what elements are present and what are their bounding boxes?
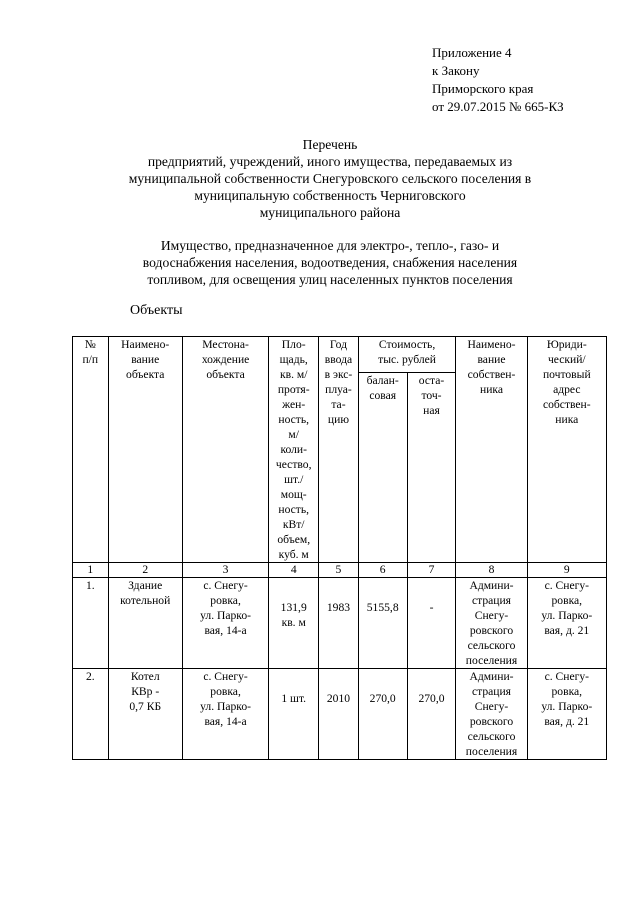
header-year (319, 337, 359, 563)
header-owner-name (456, 337, 527, 563)
row-owner-name (456, 578, 527, 669)
text-line: с. Снегу- (544, 670, 590, 683)
text-line: собствен- (542, 398, 591, 411)
text-line: вая, 14-а (204, 715, 247, 728)
text-line: ность, (278, 503, 310, 516)
text-line: ровка, (210, 685, 241, 698)
text-line: Снегу- (474, 700, 509, 713)
column-number: 3 (182, 563, 268, 578)
header-cost (358, 337, 456, 373)
text-line: оста- (418, 374, 445, 387)
text-line: плуа- (325, 383, 352, 396)
text-line: точ- (421, 389, 442, 402)
title-line: муниципальную собственность Черниговского (194, 188, 466, 203)
text-line: Стоимость, (378, 338, 436, 351)
text-line: совая (369, 389, 397, 402)
text-line: Админи- (469, 579, 514, 592)
purpose-line: Имущество, предназначенное для электро-, тепло-, газо- и (160, 238, 500, 253)
text-line: страция (471, 685, 512, 698)
annex-line: Приложение 4 (432, 45, 512, 60)
text-line: с. Снегу- (203, 670, 248, 683)
text-line: 1 шт. (281, 692, 307, 705)
text-line: ника (555, 413, 579, 426)
row-residual: - (407, 578, 456, 669)
text-line: Местона- (202, 338, 249, 351)
text-line: кв. м (281, 616, 306, 629)
text-line: Снегу- (474, 609, 509, 622)
column-number: 4 (269, 563, 319, 578)
header-location (182, 337, 268, 563)
text-line: цию (327, 413, 349, 426)
text-line: Наимено- (121, 338, 170, 351)
row-year: 2010 (319, 669, 359, 760)
text-line: куб. м (278, 548, 309, 561)
text-line: коли- (280, 443, 307, 456)
text-line: Год (329, 338, 347, 351)
text-line: объем, (277, 533, 311, 546)
text-line: шт./ (284, 473, 304, 486)
row-balance: 5155,8 (358, 578, 407, 669)
purpose-heading (70, 237, 590, 288)
text-line: вая, д. 21 (544, 715, 590, 728)
title-line: Перечень (302, 137, 358, 152)
text-line: ная (423, 404, 440, 417)
title-line: муниципальной собственности Снегуровского сельского поселения в (128, 171, 532, 186)
text-line: чество, (275, 458, 312, 471)
text-line: ввода (324, 353, 353, 366)
text-line: Наимено- (467, 338, 516, 351)
text-line: п/п (82, 353, 99, 366)
document-title (70, 136, 590, 221)
column-number: 1 (73, 563, 109, 578)
text-line: поселения (465, 654, 518, 667)
purpose-line: водоснабжения населения, водоотведения, снабжения населения (142, 255, 518, 270)
text-line: ровка, (551, 594, 583, 607)
purpose-line: топливом, для освещения улиц населенных пунктов поселения (147, 272, 513, 287)
text-line: ровка, (210, 594, 241, 607)
text-line: почтовый (542, 368, 591, 381)
title-line: предприятий, учреждений, иного имущества, передаваемых из (147, 154, 513, 169)
text-line: ул. Парко- (200, 700, 252, 713)
text-line: страция (471, 594, 512, 607)
text-line: Здание (128, 579, 163, 592)
header-area (269, 337, 319, 563)
text-line: вание (477, 353, 506, 366)
row-year: 1983 (319, 578, 359, 669)
text-line: вая, д. 21 (544, 624, 590, 637)
text-line: мощ- (280, 488, 307, 501)
column-number: 9 (527, 563, 606, 578)
row-num: 1. (73, 578, 109, 669)
text-line: кВт/ (282, 518, 305, 531)
text-line: 0,7 КБ (129, 700, 162, 713)
row-location (182, 578, 268, 669)
text-line: ул. Парко- (541, 609, 593, 622)
text-line: котельной (120, 594, 171, 607)
row-owner-address (527, 669, 606, 760)
text-line: ровка, (551, 685, 583, 698)
annex-line: Приморского края (432, 81, 534, 96)
text-line: поселения (465, 745, 518, 758)
text-line: объекта (126, 368, 165, 381)
table-header-row (73, 337, 607, 373)
column-number: 5 (319, 563, 359, 578)
annex-header (432, 44, 564, 116)
column-number: 8 (456, 563, 527, 578)
header-balance (358, 373, 407, 563)
table-row (73, 669, 607, 760)
text-line: ника (479, 383, 503, 396)
row-num: 2. (73, 669, 109, 760)
text-line: собствен- (467, 368, 516, 381)
text-line: ровского (469, 624, 514, 637)
title-line: муниципального района (259, 205, 401, 220)
text-line: вая, 14-а (204, 624, 247, 637)
text-line: протя- (277, 383, 310, 396)
column-number: 6 (358, 563, 407, 578)
text-line: ческий/ (547, 353, 586, 366)
text-line: хождение (201, 353, 250, 366)
row-name (108, 578, 182, 669)
table-row (73, 578, 607, 669)
text-line: адрес (553, 383, 581, 396)
text-line: жен- (282, 398, 306, 411)
column-number: 2 (108, 563, 182, 578)
header-residual (407, 373, 456, 563)
text-line: КВр - (131, 685, 160, 698)
text-line: тыс. рублей (378, 353, 437, 366)
header-name (108, 337, 182, 563)
text-line: ул. Парко- (200, 609, 252, 622)
row-area (269, 669, 319, 760)
column-number: 7 (407, 563, 456, 578)
text-line: ровского (469, 715, 514, 728)
text-line: Юриди- (546, 338, 587, 351)
text-line: № (84, 338, 96, 351)
text-line: с. Снегу- (544, 579, 590, 592)
row-name (108, 669, 182, 760)
text-line: балан- (366, 374, 399, 387)
property-table (72, 336, 607, 760)
text-line: сельского (467, 639, 516, 652)
section-label: Объекты (130, 303, 183, 318)
text-line: Админи- (469, 670, 514, 683)
text-line: Пло- (281, 338, 306, 351)
row-area (269, 578, 319, 669)
row-residual: 270,0 (407, 669, 456, 760)
text-line: кв. м/ (279, 368, 308, 381)
text-line: вание (131, 353, 160, 366)
text-line: щадь, (279, 353, 308, 366)
text-line: сельского (467, 730, 516, 743)
row-location (182, 669, 268, 760)
text-line: ность, (278, 413, 310, 426)
annex-line: к Закону (432, 63, 480, 78)
column-numbers-row (73, 563, 607, 578)
text-line: 131,9 (280, 601, 307, 614)
row-balance: 270,0 (358, 669, 407, 760)
header-num (73, 337, 109, 563)
text-line: ул. Парко- (541, 700, 593, 713)
row-owner-address (527, 578, 606, 669)
text-line: Котел (130, 670, 160, 683)
text-line: с. Снегу- (203, 579, 248, 592)
text-line: м/ (288, 428, 299, 441)
annex-line: от 29.07.2015 № 665-КЗ (432, 99, 564, 114)
header-owner-address (527, 337, 606, 563)
row-owner-name (456, 669, 527, 760)
text-line: в экс- (324, 368, 353, 381)
text-line: объекта (206, 368, 245, 381)
text-line: та- (331, 398, 346, 411)
